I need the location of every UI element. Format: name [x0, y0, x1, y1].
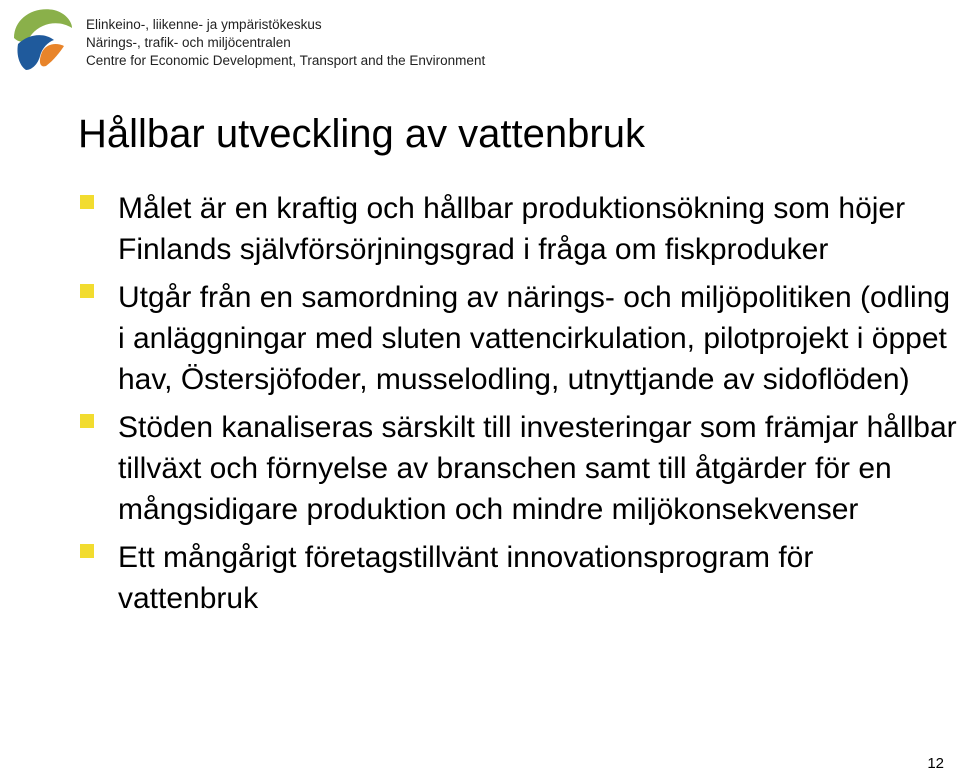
slide-title: Hållbar utveckling av vattenbruk	[78, 112, 645, 156]
bullet-text: Stöden kanaliseras särskilt till investeringar som främjar hållbar tillväxt och förnyelse av branschen samt till åtgärder för en mångsidigare produktion och mindre miljökonsekvenser	[118, 411, 957, 526]
bullet-text: Ett mångårigt företagstillvänt innovationsprogram för vattenbruk	[118, 541, 814, 615]
bullet-item	[78, 537, 958, 619]
bullet-text: Utgår från en samordning av närings- och miljöpolitiken (odling i anläggningar med sluten vattencirkulation, pilotprojekt i öppet hav, Östersjöfoder, musselodling, utnyttjande av sidoflöden)	[118, 281, 951, 396]
bullet-item	[78, 188, 958, 270]
bullet-item	[78, 277, 958, 400]
bullet-marker-icon	[80, 544, 94, 558]
bullet-text: Målet är en kraftig och hållbar produktionsökning som höjer Finlands självförsörjningsgrad i fråga om fiskproduker	[118, 192, 906, 266]
bullet-marker-icon	[80, 195, 94, 209]
slide-number: 12	[927, 755, 944, 772]
org-name-swedish: Närings-, trafik- och miljöcentralen	[86, 35, 291, 50]
org-name-english: Centre for Economic Development, Transport and the Environment	[86, 53, 486, 68]
organization-name	[86, 16, 485, 70]
bullet-list	[78, 188, 958, 626]
bullet-marker-icon	[80, 414, 94, 428]
ely-centre-logo	[8, 4, 76, 72]
bullet-item	[78, 407, 958, 530]
org-name-finnish: Elinkeino-, liikenne- ja ympäristökeskus	[86, 17, 322, 32]
bullet-marker-icon	[80, 284, 94, 298]
